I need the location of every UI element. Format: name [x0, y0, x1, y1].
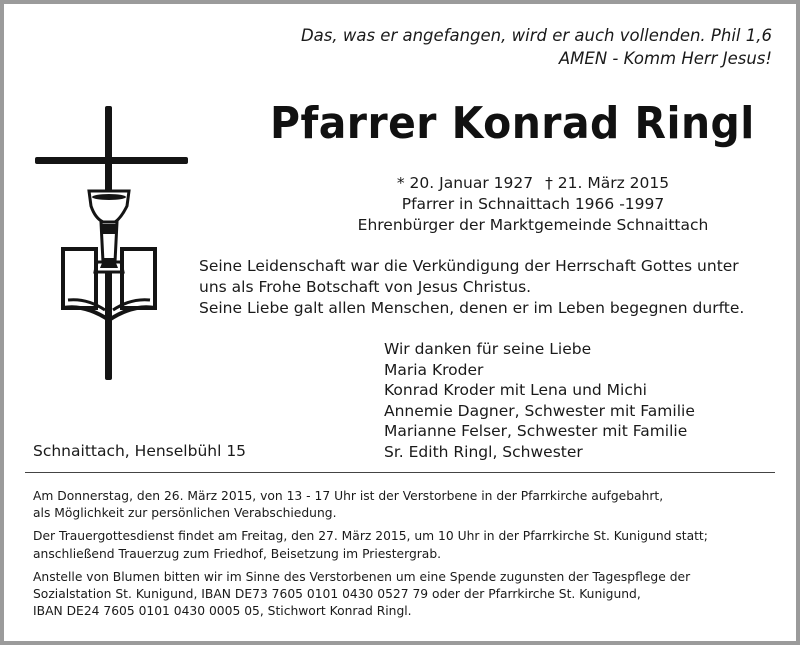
funeral-note — [33, 528, 778, 562]
service-notes — [33, 488, 778, 626]
divider — [25, 472, 775, 473]
mourner-name: Marianne Felser, Schwester mit Familie — [384, 422, 688, 440]
tribute-text — [199, 256, 789, 319]
mourner-name: Sr. Edith Ringl, Schwester — [384, 442, 583, 461]
birth-death-line — [333, 173, 733, 194]
birth-date: * 20. Januar 1927 — [396, 174, 534, 192]
cross-chalice-book-icon — [35, 106, 195, 382]
tribute-line: Seine Leidenschaft war die Verkündigung der Herrschaft Gottes unter — [199, 257, 739, 275]
note-line: IBAN DE24 7605 0101 0430 0005 05, Stichwort Konrad Ringl. — [33, 604, 412, 619]
note-line: Anstelle von Blumen bitten wir im Sinne des Verstorbenen um eine Spende zugunsten der Tagespflege der — [33, 569, 691, 584]
mourners-list — [384, 339, 695, 462]
note-line: Der Trauergottesdienst findet am Freitag, den 27. März 2015, um 10 Uhr in der Pfarrkirche St. Kunigund statt; — [33, 529, 708, 544]
life-dates — [333, 173, 733, 236]
verse-line: Das, was er angefangen, wird er auch vollenden. Phil 1,6 — [300, 26, 772, 45]
mourner-name: Annemie Dagner, Schwester mit Familie — [384, 401, 695, 420]
honor-line: Ehrenbürger der Marktgemeinde Schnaittach — [357, 216, 709, 234]
thanks-line: Wir danken für seine Liebe — [384, 340, 592, 358]
tribute-line: uns als Frohe Botschaft von Jesus Christus. — [199, 278, 532, 296]
bible-verse — [301, 24, 772, 70]
office-line: Pfarrer in Schnaittach 1966 -1997 — [401, 195, 665, 213]
verse-line: AMEN - Komm Herr Jesus! — [558, 49, 772, 68]
viewing-note — [33, 488, 778, 522]
note-line: Sozialstation St. Kunigund, IBAN DE73 7605 0101 0430 0527 79 oder der Pfarrkirche St. Kunigund, — [33, 587, 641, 602]
mourner-name: Maria Kroder — [384, 360, 484, 379]
family-address: Schnaittach, Henselbühl 15 — [33, 442, 247, 460]
note-line: als Möglichkeit zur persönlichen Verabschiedung. — [33, 506, 337, 521]
deceased-name: Pfarrer Konrad Ringl — [270, 98, 755, 149]
note-line: Am Donnerstag, den 26. März 2015, von 13 - 17 Uhr ist der Verstorbene in der Pfarrkirche aufgebahrt, — [33, 489, 664, 503]
donation-note — [33, 569, 778, 621]
tribute-line: Seine Liebe galt allen Menschen, denen er im Leben begegnen durfte. — [199, 299, 745, 317]
mourner-name: Konrad Kroder mit Lena und Michi — [384, 381, 647, 399]
note-line: anschließend Trauerzug zum Friedhof, Beisetzung im Priestergrab. — [33, 546, 442, 561]
death-date: † 21. März 2015 — [545, 174, 670, 192]
